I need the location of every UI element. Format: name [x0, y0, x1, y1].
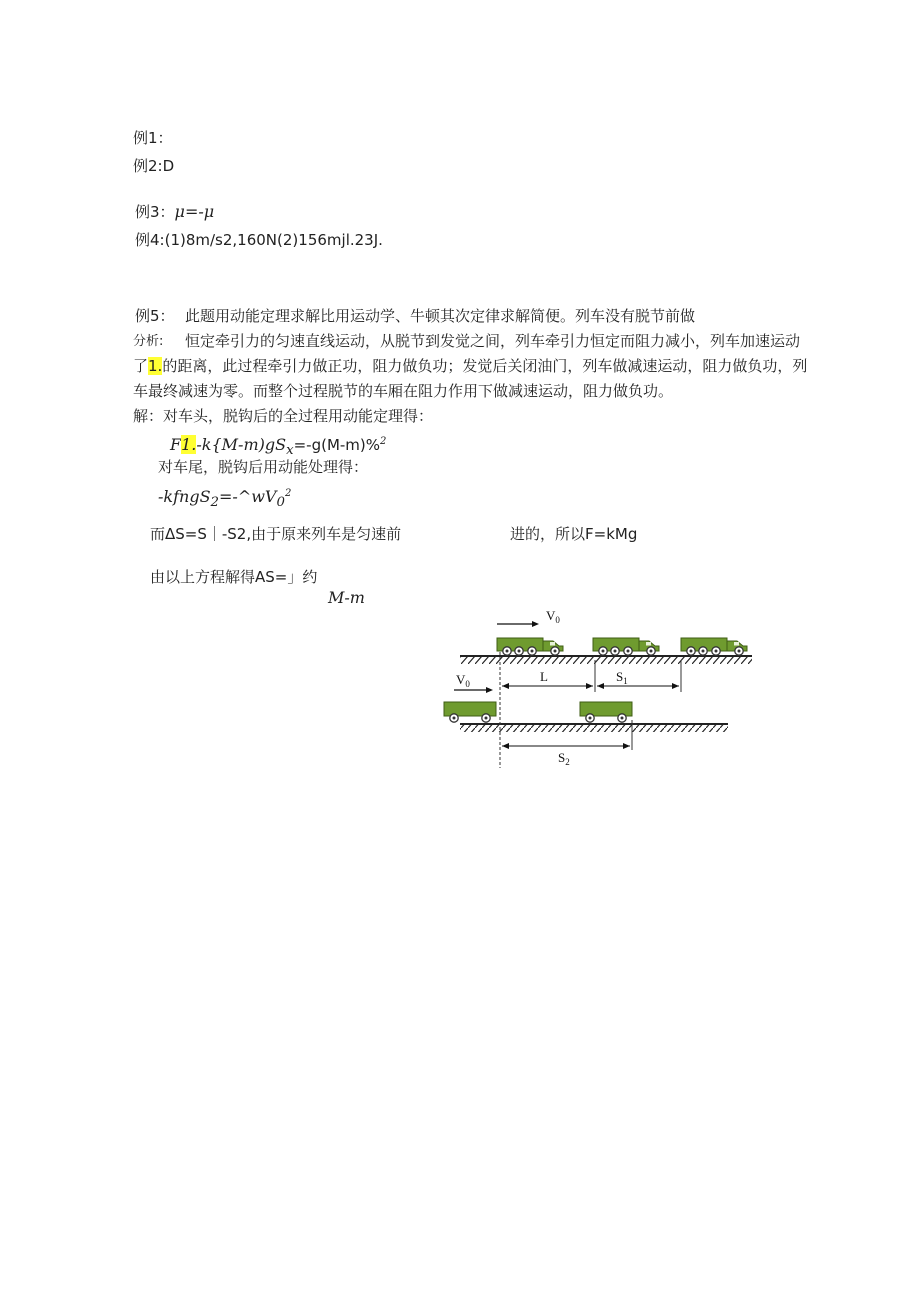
analysis-label: 分析: [133, 334, 164, 349]
wagon-bottom-1 [444, 702, 496, 722]
tail-intro: 对车尾，脱钩后用动能处理得： [158, 458, 369, 476]
label-S2-sub: 2 [565, 757, 570, 767]
eq1-sub: x [286, 443, 294, 459]
eq2-a: -kfngS [158, 487, 211, 506]
eq2-sub2: 0 [276, 495, 285, 511]
example-4: 例4:(1)8m∕s2,160N(2)156mjl.23J. [135, 231, 383, 249]
example-2: 例2:D [133, 157, 175, 175]
eq1-c: =-g(M-m)% [293, 436, 381, 454]
eq2-b: =-^wV [219, 487, 277, 506]
eq1-sup: 2 [380, 436, 387, 447]
analysis-line2: 恒定牵引力的匀速直线运动，从脱节到发觉之间，列车牵引力恒定而阻力减小，列车加速运动 [185, 332, 801, 350]
svg-text:V0 [456, 672, 470, 689]
velocity-arrow-top [497, 608, 560, 627]
example-3 [135, 202, 214, 222]
delta-s-line-b: 进的，所以F=kMg [510, 525, 638, 543]
truck-top-3 [681, 638, 747, 655]
train-diagram [440, 600, 760, 770]
label-L: L [540, 669, 548, 684]
eq2-sub: 2 [210, 495, 220, 511]
svg-text:V0 [546, 608, 560, 625]
result-denominator: M-m [328, 588, 365, 607]
example-3-label: 例3： [135, 203, 175, 221]
result-line: 由以上方程解得AS=」约 [150, 568, 318, 586]
wagon-bottom-2 [580, 702, 632, 722]
v0-top-label: V [546, 608, 556, 623]
label-S1-sub: 1 [623, 676, 628, 686]
dimension-S2 [502, 743, 630, 767]
top-ground [460, 656, 752, 664]
v0-bottom-label: V [456, 672, 466, 687]
dimension-S1 [597, 669, 679, 689]
svg-text:S2 [558, 750, 570, 767]
example-1: 例1： [133, 129, 173, 147]
example-5-label: 例5： [135, 307, 175, 325]
eq1-b: -k{M-m)gS [196, 435, 287, 454]
eq2-sup: 2 [284, 488, 292, 499]
eq1-highlight: 1. [181, 435, 197, 454]
solution-intro: 解：对车头，脱钩后的全过程用动能定理得： [133, 407, 434, 425]
example-3-formula: μ=-μ [174, 202, 215, 221]
label-S1: S [616, 669, 624, 684]
truck-top-1 [497, 638, 563, 655]
analysis-line3 [133, 356, 807, 376]
analysis-line4: 车最终减速为零。而整个过程脱节的车厢在阻力作用下做减速运动，阻力做负功。 [133, 382, 674, 400]
delta-s-line: 而ΔS=S｜-S2,由于原来列车是匀速前 [150, 525, 402, 543]
velocity-arrow-bottom [454, 672, 493, 693]
analysis-line3-pre: 了 [133, 357, 149, 375]
analysis-line3-post: 的距离，此过程牵引力做正功，阻力做负功；发觉后关闭油门，列车做减速运动，阻力做负功，列 [162, 357, 808, 375]
truck-top-2 [593, 638, 659, 655]
v0-top-sub: 0 [555, 615, 560, 625]
eq1-a: F [170, 435, 182, 454]
equation-2 [158, 484, 291, 513]
svg-text:S1 [616, 669, 628, 686]
label-S2: S [558, 750, 566, 765]
example-5-line1: 此题用动能定理求解比用运动学、牛顿其次定律求解简便。列车没有脱节前做 [185, 307, 696, 325]
dimension-L [502, 669, 593, 689]
v0-bottom-sub: 0 [465, 679, 470, 689]
highlight-mark: 1. [148, 357, 163, 375]
